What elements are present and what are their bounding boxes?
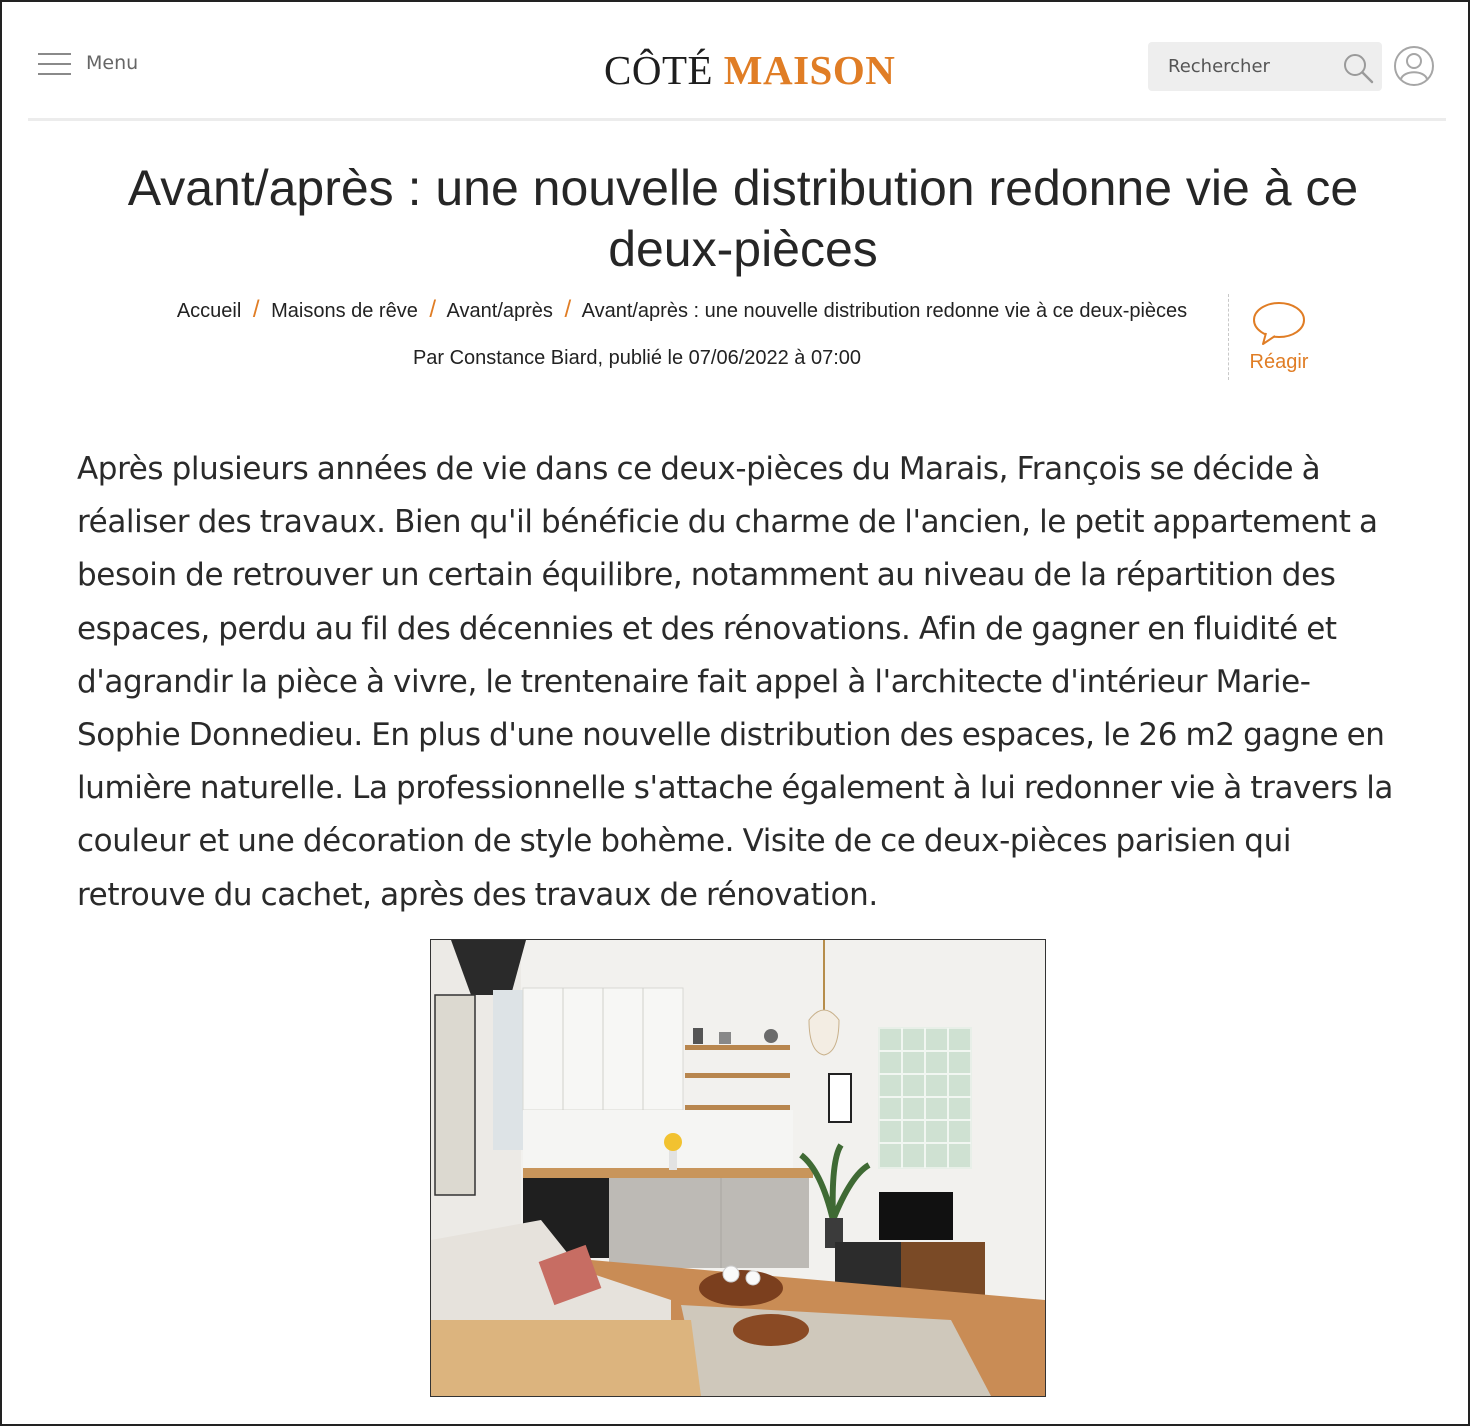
living-room-illustration: [431, 940, 1045, 1396]
logo-part-maison: MAISON: [723, 47, 896, 93]
menu-button[interactable]: [38, 52, 138, 74]
breadcrumb-separator: /: [429, 296, 437, 323]
breadcrumb-separator: /: [564, 296, 572, 323]
hamburger-icon[interactable]: [38, 53, 71, 74]
breadcrumb-item-accueil[interactable]: Accueil: [176, 300, 242, 322]
article-photo: [430, 939, 1046, 1397]
search-icon[interactable]: [1342, 52, 1374, 84]
breadcrumb: [92, 296, 1272, 324]
breadcrumb-separator: /: [252, 296, 260, 323]
user-icon[interactable]: [1392, 44, 1436, 88]
article-intro: Après plusieurs années de vie dans ce deux-pièces du Marais, François se décide à réaliser des travaux. Bien qu'il bénéficie du charme de l'ancien, le petit appartement a besoin de retrouver un certain équilibre, notamment au niveau de la répartition des espaces, perdu au fil des décennies et des rénovations. Afin de gagner en fluidité et d'agrandir la pièce à vivre, le trentenaire fait appel à l'architecte d'intérieur Marie-Sophie Donnedieu. En plus d'une nouvelle distribution des espaces, le 26 m2 gagne en lumière naturelle. La professionnelle s'attache également à lui redonner vie à travers la couleur et une décoration de style bohème. Visite de ce deux-pièces parisien qui retrouve du cachet, après des travaux de rénovation.: [77, 451, 1394, 913]
menu-label: Menu: [86, 52, 139, 74]
breadcrumb-item-maisons-de-reve[interactable]: Maisons de rêve: [271, 300, 418, 322]
site-header: [28, 2, 1446, 121]
react-label: Réagir: [1249, 351, 1309, 373]
search-box: [1148, 42, 1382, 91]
article-title: Avant/après : une nouvelle distribution redonne vie à ce deux-pièces: [127, 160, 1359, 277]
article-byline: Par Constance Biard, publié le 07/06/2022 à 07:00: [412, 347, 862, 369]
breadcrumb-item-avant-apres[interactable]: Avant/après: [446, 300, 553, 322]
logo-part-cote: CÔTÉ: [604, 47, 714, 93]
site-logo[interactable]: [604, 47, 895, 93]
search-input[interactable]: [1148, 42, 1328, 91]
speech-bubble-icon[interactable]: [1251, 300, 1307, 346]
breadcrumb-item-current[interactable]: Avant/après : une nouvelle distribution redonne vie à ce deux-pièces: [581, 300, 1188, 322]
react-divider: [1228, 294, 1229, 380]
react-button[interactable]: [1242, 300, 1316, 374]
